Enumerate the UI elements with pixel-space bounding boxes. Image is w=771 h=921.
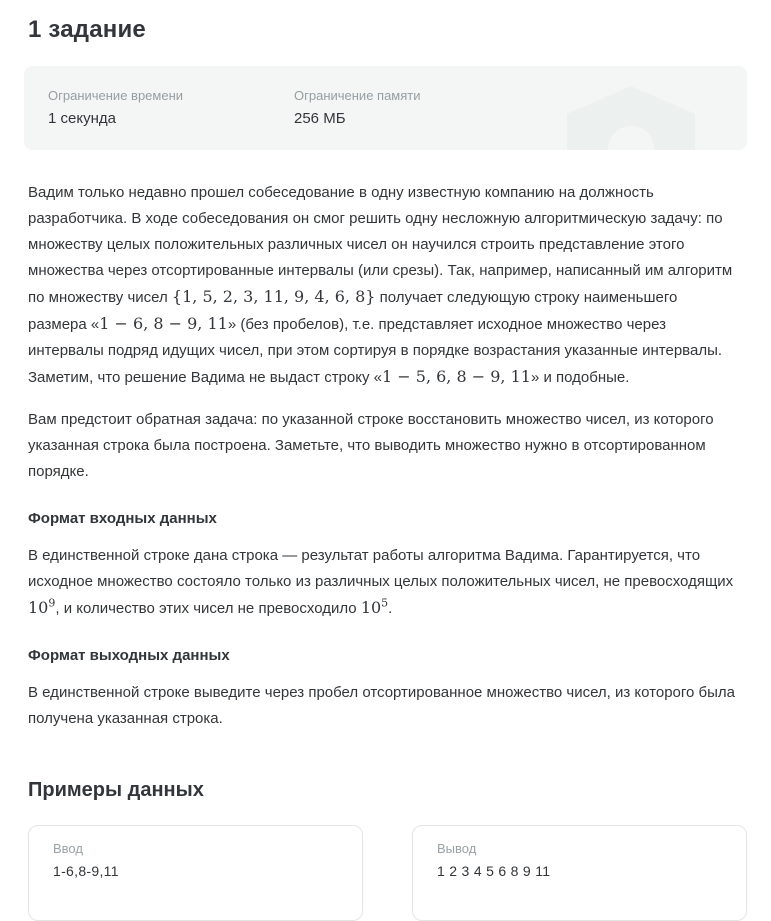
house-logo-watermark-icon <box>567 86 695 150</box>
watermark-arch-shape <box>608 126 654 150</box>
sample-output-box <box>412 825 747 921</box>
page-title: 1 задание <box>28 16 146 43</box>
time-limit-value: 1 секунда <box>48 110 116 127</box>
input-format-heading: Формат входных данных <box>28 510 217 527</box>
time-limit-block <box>48 88 294 150</box>
sample-output-value: 1 2 3 4 5 6 8 9 11 <box>437 863 551 879</box>
sample-input-label: Ввод <box>53 841 83 856</box>
memory-limit-label: Ограничение памяти <box>294 88 421 103</box>
statement-paragraph-2: Вам предстоит обратная задача: по указанной строке восстановить множество чисел, из которого указанная строка была построена. Заметьте, что выводить множество нужно в отсортированном порядке. <box>28 411 714 480</box>
memory-limit-block <box>294 88 421 150</box>
output-format-paragraph: В единственной строке выведите через пробел отсортированное множество чисел, из которого была получена указанная строка. <box>28 684 736 727</box>
input-format-paragraph: В единственной строке дана строка — результат работы алгоритма Вадима. Гарантируется, что исходное множество состояло только из различных целых положительных чисел, не превосходящих $10^9$, и количество этих чисел не превосходило $10^5$. <box>28 547 734 617</box>
sample-input-box <box>28 825 363 921</box>
problem-statement <box>24 180 747 921</box>
sample-input-value: 1-6,8-9,11 <box>53 863 119 879</box>
sample-output-label: Вывод <box>437 841 477 856</box>
output-format-heading: Формат выходных данных <box>28 647 230 664</box>
time-limit-label: Ограничение времени <box>48 88 184 103</box>
samples-row <box>28 825 747 921</box>
limits-panel <box>24 66 747 150</box>
examples-heading: Примеры данных <box>28 779 204 801</box>
memory-limit-value: 256 МБ <box>294 110 346 127</box>
statement-paragraph-1: Вадим только недавно прошел собеседование в одну известную компанию на должность разработчика. В ходе собеседования он смог решить одну несложную алгоритмическую задачу: по множеству целых положительных различных чисел он научился строить представление этого множества через отсортированные интервалы (или срезы). Так, например, написанный им алгоритм по множеству чисел {1, 5, 2, 3, 11, 9, 4, 6, 8} получает следующую строку наименьшего размера «1 − 6, 8 − 9, 11» (без пробелов), т.е. представляет исходное множество через интервалы подряд идущих чисел, при этом сортируя в порядке возрастания указанные интервалы. Заметим, что решение Вадима не выдаст строку «1 − 5, 6, 8 − 9, 11» и подобные. <box>28 184 733 386</box>
